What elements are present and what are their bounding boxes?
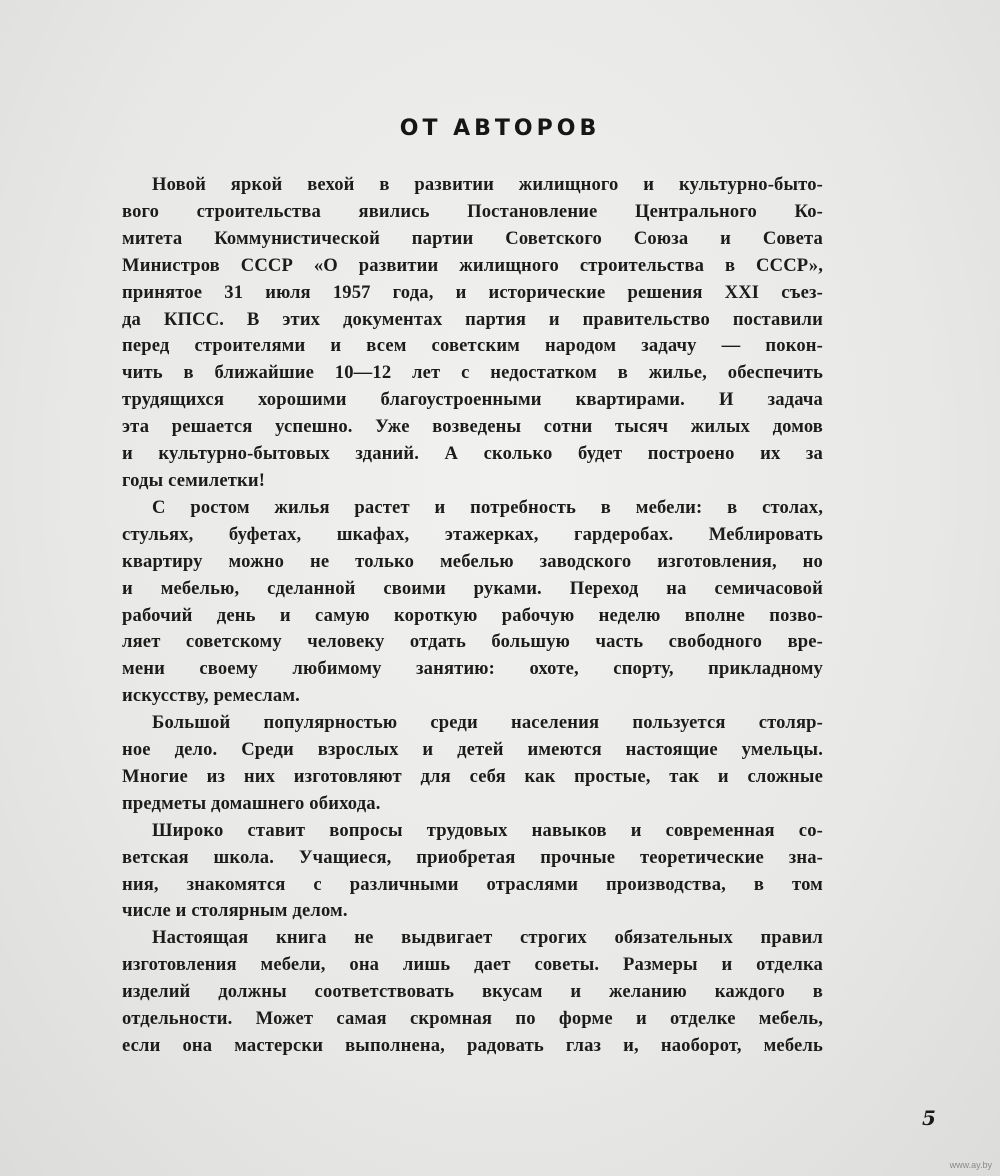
text-line: эта решается успешно. Уже возведены сотни тысяч жилых домов: [122, 416, 823, 438]
text-line: искусству, ремеслам.: [122, 685, 300, 707]
text-line: вого строительства явились Постановление Центрального Ко-: [122, 200, 823, 222]
text-line: рабочий день и самую короткую рабочую неделю вполне позво-: [122, 604, 823, 626]
text-line: ния, знакомятся с различными отраслями производства, в том: [122, 873, 823, 895]
text-line: предметы домашнего обихода.: [122, 792, 381, 814]
text-line: ляет советскому человеку отдать большую часть свободного вре-: [122, 631, 823, 653]
chapter-heading: ОТ АВТОРОВ: [399, 116, 601, 141]
text-line: Многие из них изготовляют для себя как простые, так и сложные: [122, 765, 823, 787]
text-line: и культурно-бытовых зданий. А сколько будет построено их за: [122, 443, 823, 465]
text-line: ветская школа. Учащиеся, приобретая прочные теоретические зна-: [122, 846, 823, 868]
text-line: изготовления мебели, она лишь дает советы. Размеры и отделка: [122, 954, 823, 976]
text-line: митета Коммунистической партии Советского Союза и Совета: [122, 227, 823, 249]
text-line: Настоящая книга не выдвигает строгих обязательных правил: [152, 927, 823, 949]
text-line: изделий должны соответствовать вкусам и желанию каждого в: [122, 981, 823, 1003]
watermark: www.ay.by: [949, 1160, 992, 1170]
paragraph-1: [92, 172, 823, 495]
text-line: годы семилетки!: [122, 469, 266, 491]
text-line: ное дело. Среди взрослых и детей имеются настоящие умельцы.: [122, 739, 823, 761]
text-line: да КПСС. В этих документах партия и правительство поставили: [122, 308, 823, 330]
text-line: и мебелью, сделанной своими руками. Переход на семичасовой: [122, 577, 823, 599]
page-number: 5: [922, 1106, 936, 1130]
text-line: принятое 31 июля 1957 года, и исторические решения XXI съез-: [122, 281, 823, 303]
paragraph-3: [92, 710, 823, 818]
text-line: стульях, буфетах, шкафах, этажерках, гардеробах. Меблировать: [122, 523, 823, 545]
paragraph-2: [92, 495, 823, 710]
text-line: перед строителями и всем советским народом задачу — покон-: [122, 335, 823, 357]
text-line: Большой популярностью среди населения пользуется столяр-: [152, 712, 823, 734]
text-line: Министров СССР «О развитии жилищного строительства в СССР»,: [122, 254, 823, 276]
paragraph-5: [92, 925, 823, 1060]
text-line: квартиру можно не только мебелью заводского изготовления, но: [122, 550, 823, 572]
paragraph-4: [92, 818, 823, 926]
text-line: С ростом жилья растет и потребность в мебели: в столах,: [152, 496, 823, 518]
text-line: Широко ставит вопросы трудовых навыков и современная со-: [152, 819, 823, 841]
text-line: числе и столярным делом.: [122, 900, 348, 922]
text-line: Новой яркой вехой в развитии жилищного и культурно-быто-: [152, 174, 823, 195]
text-line: трудящихся хорошими благоустроенными квартирами. И задача: [122, 389, 823, 411]
text-line: мени своему любимому занятию: охоте, спорту, прикладному: [122, 658, 823, 680]
text-line: отдельности. Может самая скромная по форме и отделке мебель,: [122, 1008, 823, 1030]
body-text: [92, 172, 823, 1060]
text-line: если она мастерски выполнена, радовать глаз и, наоборот, мебель: [122, 1035, 823, 1056]
text-line: чить в ближайшие 10—12 лет с недостатком в жилье, обеспечить: [122, 362, 823, 384]
